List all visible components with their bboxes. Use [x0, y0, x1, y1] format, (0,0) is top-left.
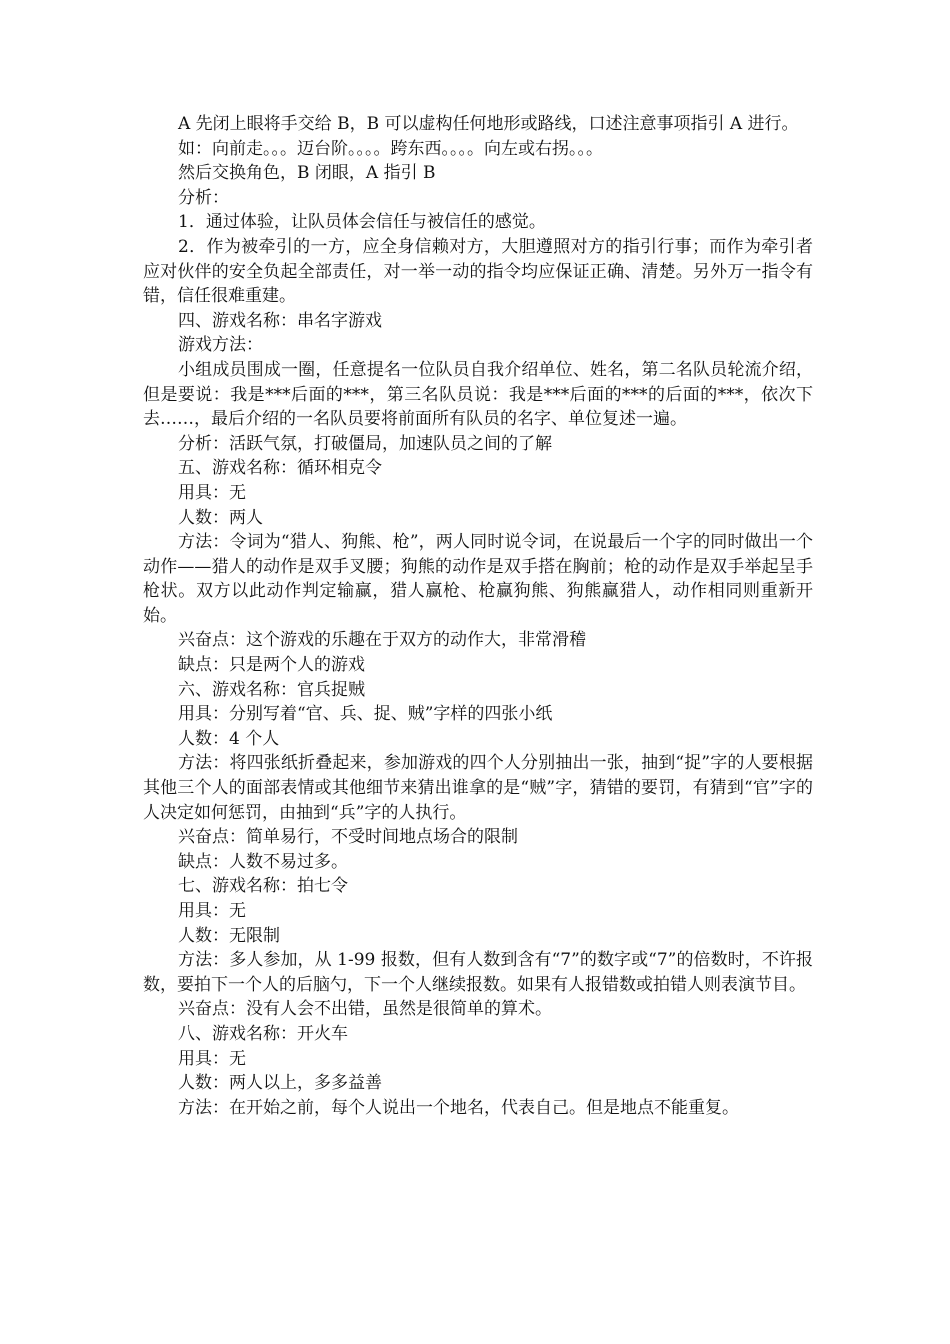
- paragraph: 如：向前走。。。迈台阶。。。。跨东西。。。。向左或右拐。。。: [178, 138, 603, 159]
- section-heading: 四、游戏名称：串名字游戏: [178, 310, 382, 331]
- paragraph: 分析：活跃气氛，打破僵局，加速队员之间的了解: [178, 433, 552, 454]
- section-heading: 八、游戏名称：开火车: [178, 1023, 348, 1044]
- paragraph: 方法：多人参加，从 1-99 报数，但有人数到含有“7”的数字或“7”的倍数时，不许报数，要拍下一个人的后脑勺，下一个人继续报数。如果有人报错数或拍错人则表演节目。: [143, 950, 813, 995]
- paragraph: 兴奋点：这个游戏的乐趣在于双方的动作大，非常滑稽: [178, 630, 586, 651]
- paragraph: 兴奋点：没有人会不出错，虽然是很简单的算术。: [178, 999, 552, 1020]
- paragraph: 人数：两人以上，多多益善: [178, 1073, 382, 1094]
- paragraph: 人数：4 个人: [178, 728, 280, 749]
- paragraph: 小组成员围成一圈，任意提名一位队员自我介绍单位、姓名，第二名队员轮流介绍，但是要说：我是***后面的***，第三名队员说：我是***后面的***的后面的***，依次下去……，最后介绍的一名队员要将前面所有队员的名字、单位复述一遍。: [143, 359, 813, 430]
- paragraph: 兴奋点：简单易行，不受时间地点场合的限制: [178, 827, 518, 848]
- paragraph: 然后交换角色，B 闭眼，A 指引 B: [178, 163, 436, 184]
- paragraph: 游戏方法：: [178, 335, 263, 356]
- paragraph: 用具：无: [178, 901, 246, 921]
- paragraph: A 先闭上眼将手交给 B，B 可以虚构任何地形或路线，口述注意事项指引 A 进行。: [178, 114, 799, 134]
- paragraph: 用具：无: [178, 1048, 246, 1069]
- section-heading: 七、游戏名称：拍七令: [178, 876, 348, 897]
- paragraph: 方法：将四张纸折叠起来，参加游戏的四个人分别抽出一张，抽到“捉”字的人要根据其他三个人的面部表情或其他细节来猜出谁拿的是“贼”字，猜错的要罚，有猜到“官”字的人决定如何惩罚，由抽到“兵”字的人执行。: [143, 753, 813, 823]
- paragraph: 方法：在开始之前，每个人说出一个地名，代表自己。但是地点不能重复。: [178, 1097, 739, 1118]
- section-heading: 五、游戏名称：循环相克令: [178, 458, 382, 479]
- paragraph: 方法：令词为“猎人、狗熊、枪”，两人同时说令词，在说最后一个字的同时做出一个动作——猎人的动作是双手叉腰；狗熊的动作是双手搭在胸前；枪的动作是双手举起呈手枪状。双方以此动作判定输赢，猎人赢枪、枪赢狗熊、狗熊赢猎人，动作相同则重新开始。: [143, 532, 813, 626]
- document-body: [143, 112, 813, 1120]
- paragraph: 人数：两人: [178, 507, 263, 528]
- paragraph: 缺点：人数不易过多。: [178, 851, 348, 872]
- paragraph: 用具：分别写着“官、兵、捉、贼”字样的四张小纸: [178, 704, 553, 725]
- paragraph: 分析：: [178, 187, 229, 208]
- section-heading: 六、游戏名称：官兵捉贼: [178, 679, 365, 700]
- paragraph: 缺点：只是两个人的游戏: [178, 655, 365, 676]
- paragraph: 人数：无限制: [178, 925, 280, 946]
- paragraph: 用具：无: [178, 482, 246, 503]
- paragraph: 2．作为被牵引的一方，应全身信赖对方，大胆遵照对方的指引行事；而作为牵引者应对伙伴的安全负起全部责任，对一举一动的指令均应保证正确、清楚。另外万一指令有错，信任很难重建。: [143, 236, 813, 307]
- paragraph: 1．通过体验，让队员体会信任与被信任的感觉。: [178, 212, 546, 233]
